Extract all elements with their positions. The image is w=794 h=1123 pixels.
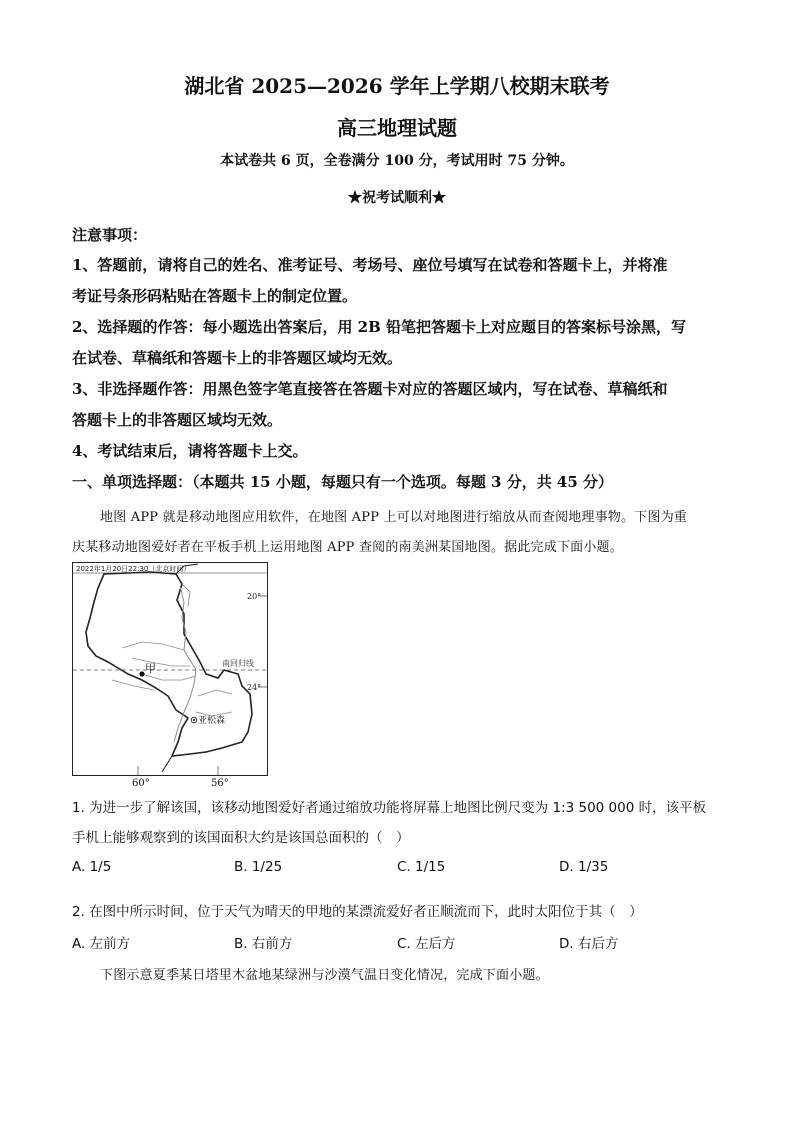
- notice-line: 1、答题前，请将自己的姓名、准考证号、考场号、座位号填写在试卷和答题卡上，并将准: [72, 256, 668, 274]
- map-timestamp: 2022年1月20日22:30（北京时间）: [76, 565, 191, 573]
- section-heading: 一、单项选择题：（本题共 15 小题，每题只有一个选项。每题 3 分，共 45 分）: [72, 473, 614, 491]
- q2-option-a: A. 左前方: [72, 936, 131, 952]
- q1-option-c: C. 1/15: [397, 859, 446, 875]
- tropic-label: 南回归线: [222, 659, 254, 668]
- notice-line: 在试卷、草稿纸和答题卡上的非答题区域均无效。: [72, 349, 403, 367]
- lat-label: 24°: [247, 683, 262, 692]
- notice-heading: 注意事项：: [72, 226, 148, 244]
- exam-title: 湖北省 2025—2026 学年上学期八校期末联考: [184, 74, 610, 98]
- q1-option-a: A. 1/5: [72, 859, 112, 875]
- lon-label: 56°: [211, 778, 229, 789]
- point-jia-marker: [139, 671, 144, 676]
- notice-line: 考证号条形码粘贴在答题卡上的制定位置。: [72, 287, 358, 305]
- exam-subtitle: 高三地理试题: [337, 116, 457, 140]
- q2-option-c: C. 左后方: [397, 936, 456, 952]
- section-intro-line: 地图 APP 就是移动地图应用软件，在地图 APP 上可以对地图进行缩放从而查阅地理事物。下图为重: [100, 510, 688, 525]
- notice-line: 4、考试结束后，请将答题卡上交。: [72, 442, 308, 460]
- q1-line: 1. 为进一步了解该国，该移动地图爱好者通过缩放功能将屏幕上地图比例尺变为 1:3 500 000 时，该平板: [72, 800, 707, 816]
- capital-dot: [193, 719, 195, 721]
- country-map: [72, 562, 268, 776]
- point-jia-label: 甲: [145, 662, 156, 675]
- capital-label: 亚松森: [198, 716, 226, 726]
- exam-info: 本试卷共 6 页，全卷满分 100 分，考试用时 75 分钟。: [220, 153, 574, 169]
- notice-line: 答题卡上的非答题区域均无效。: [72, 411, 283, 429]
- q2-line: 2. 在图中所示时间，位于天气为晴天的甲地的某漂流爱好者正顺流而下，此时太阳位于其（ ）: [72, 904, 643, 920]
- q1-option-b: B. 1/25: [234, 859, 283, 875]
- q1-option-d: D. 1/35: [559, 859, 609, 875]
- lat-label: 20°: [247, 592, 262, 601]
- notice-line: 2、选择题的作答：每小题选出答案后，用 2B 铅笔把答题卡上对应题目的答案标号涂黑，写: [72, 318, 687, 336]
- q2-option-b: B. 右前方: [234, 936, 293, 952]
- notice-line: 3、非选择题作答：用黑色签字笔直接答在答题卡对应的答题区域内，写在试卷、草稿纸和: [72, 380, 668, 398]
- q2-option-d: D. 右后方: [559, 936, 619, 952]
- next-group-intro: 下图示意夏季某日塔里木盆地某绿洲与沙漠气温日变化情况，完成下面小题。: [100, 968, 549, 983]
- exam-wish: ★祝考试顺利★: [348, 190, 446, 206]
- q1-line: 手机上能够观察到的该国面积大约是该国总面积的（ ）: [72, 830, 410, 846]
- section-intro-line: 庆某移动地图爱好者在平板手机上运用地图 APP 查阅的南美洲某国地图。据此完成下面小题。: [72, 540, 623, 555]
- lon-label: 60°: [132, 778, 150, 789]
